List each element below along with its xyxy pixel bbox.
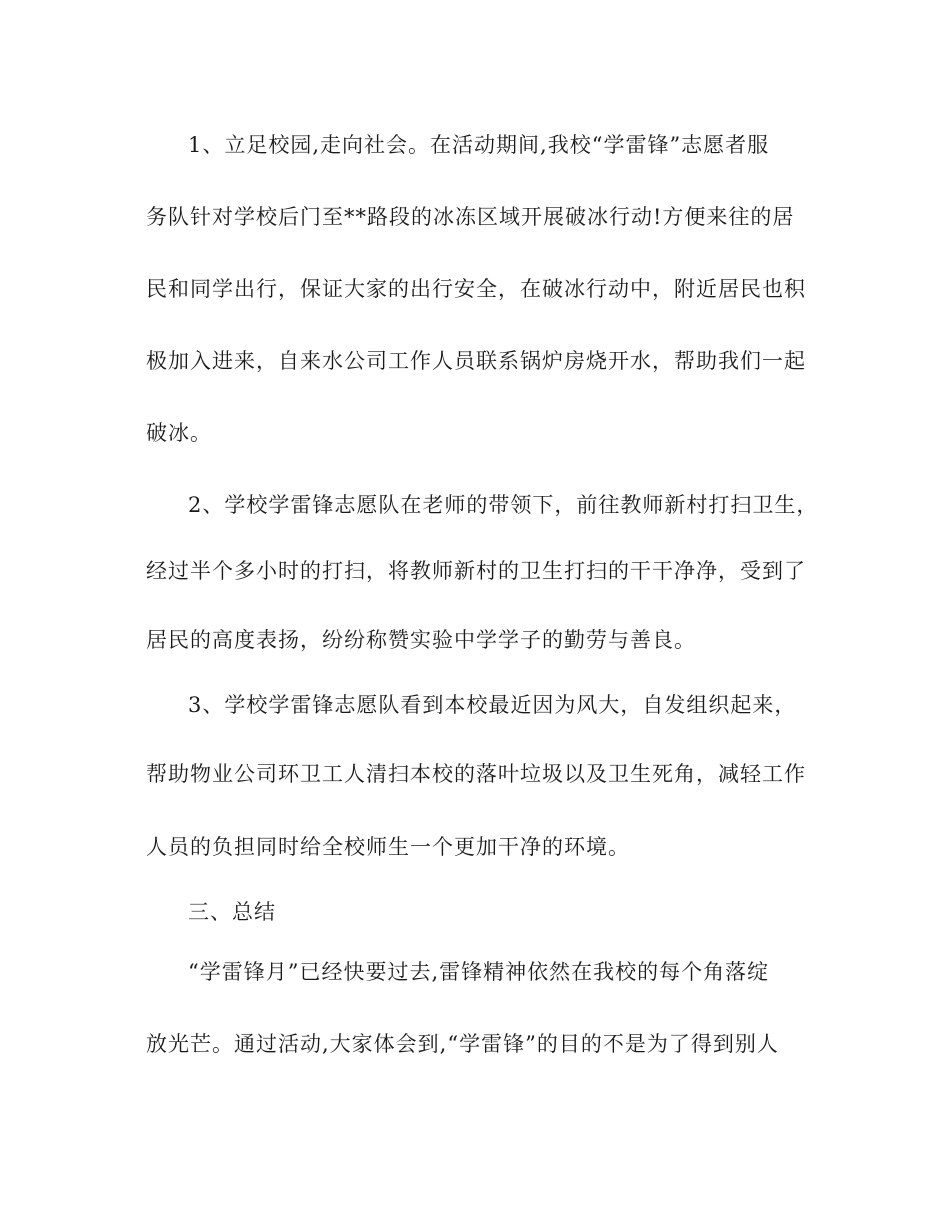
paragraph-3-line-1: 3、学校学雷锋志愿队看到本校最近因为风大，自发组织起来， bbox=[188, 693, 797, 717]
paragraph-3-line-3: 人员的负担同时给全校师生一个更加干净的环境。 bbox=[146, 835, 630, 859]
section-heading-summary: 三、总结 bbox=[188, 900, 276, 924]
paragraph-1-line-2: 务队针对学校后门至**路段的冰冻区域开展破冰行动!方便来往的居 bbox=[146, 205, 795, 229]
paragraph-4-line-1: “学雷锋月”已经快要过去,雷锋精神依然在我校的每个角落绽 bbox=[188, 960, 770, 984]
paragraph-1-line-5: 破冰。 bbox=[146, 421, 212, 445]
paragraph-2-line-1: 2、学校学雷锋志愿队在老师的带领下，前往教师新村打扫卫生， bbox=[188, 493, 819, 517]
paragraph-2-line-3: 居民的高度表扬，纷纷称赞实验中学学子的勤劳与善良。 bbox=[146, 628, 696, 652]
paragraph-2-line-2: 经过半个多小时的打扫，将教师新村的卫生打扫的干干净净，受到了 bbox=[146, 559, 806, 583]
paragraph-1-line-1: 1、立足校园,走向社会。在活动期间,我校“学雷锋”志愿者服 bbox=[188, 133, 770, 157]
paragraph-1-line-3: 民和同学出行，保证大家的出行安全，在破冰行动中，附近居民也积 bbox=[146, 277, 806, 301]
paragraph-1-line-4: 极加入进来，自来水公司工作人员联系锅炉房烧开水，帮助我们一起 bbox=[146, 349, 806, 373]
paragraph-4-line-2: 放光芒。通过活动,大家体会到,“学雷锋”的目的不是为了得到别人 bbox=[146, 1032, 779, 1056]
paragraph-3-line-2: 帮助物业公司环卫工人清扫本校的落叶垃圾以及卫生死角，减轻工作 bbox=[146, 762, 806, 786]
